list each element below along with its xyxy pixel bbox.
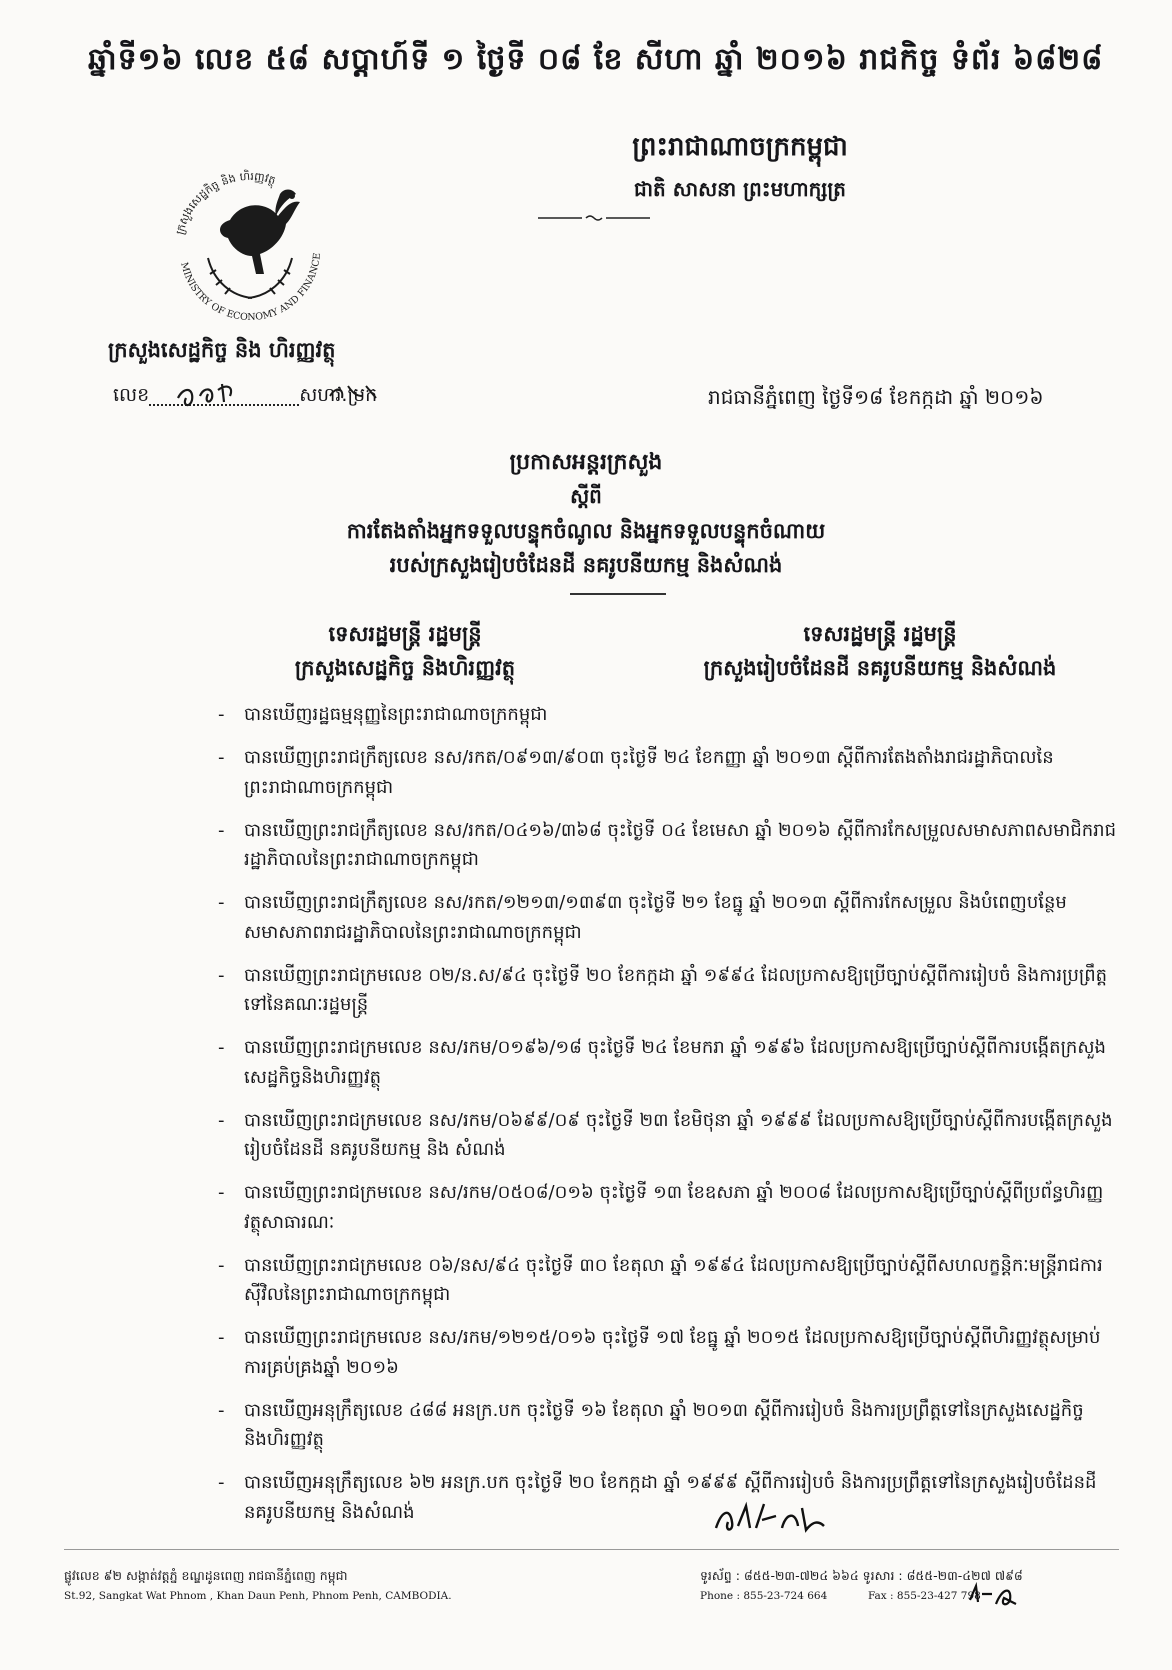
footer-address — [64, 1566, 452, 1606]
signatory-left-ministry: ក្រសួងសេដ្ឋកិច្ច និងហិរញ្ញវត្ថុ — [294, 656, 516, 680]
handwritten-initials — [712, 1498, 832, 1538]
signatory-right-ministry: ក្រសួងរៀបចំដែនដី នគរូបនីយកម្ម និងសំណង់ — [703, 656, 1057, 680]
reference-label: លេខ — [113, 384, 150, 406]
footer-phone-en: Phone : 855-23-724 664 — [700, 1590, 828, 1602]
recital-item: - បានឃើញអនុក្រឹត្យលេខ ៤៨៨ អនក្រ.បក ចុះថ្ងៃទី ១៦ ខែតុលា ឆ្នាំ ២០១៣ ស្តីពីការរៀបចំ និងការប្រព្រឹត្តទៅនៃក្រសួងសេដ្ឋកិច្ចនិងហិរញ្ញវត្ថុ — [218, 1396, 1118, 1455]
recitals-list — [218, 700, 1118, 1541]
recital-item: - បានឃើញព្រះរាជក្រឹត្យលេខ នស/រកត/១២១៣/១៣៩៣ ចុះថ្ងៃទី ២១ ខែធ្នូ ឆ្នាំ ២០១៣ ស្តីពីការកែសម្រួល និងបំពេញបន្ថែមសមាសភាពរាជរដ្ឋាភិបាលនៃព្រះរាជាណាចក្រកម្ពុជា — [218, 888, 1118, 947]
document-subject-line-1: ការតែងតាំងអ្នកទទួលបន្ទុកចំណូល និងអ្នកទទួលបន្ទុកចំណាយ — [346, 519, 826, 543]
footer-address-kh: ផ្លូវលេខ ៩២ សង្កាត់វត្តភ្នំ ខណ្ឌដូនពេញ រាជធានីភ្នំពេញ កម្ពុជា — [64, 1568, 348, 1583]
recital-item: - បានឃើញព្រះរាជក្រមលេខ ០២/ន.ស/៩៤ ចុះថ្ងៃទី ២០ ខែកក្កដា ឆ្នាំ ១៩៩៤ ដែលប្រកាសឱ្យប្រើច្បាប់ស្តីពីការរៀបចំ និងការប្រព្រឹត្តទៅនៃគណៈរដ្ឋមន្ត្រី — [218, 961, 1118, 1020]
footer-handwritten-mark — [966, 1580, 1022, 1608]
recital-item: - បានឃើញព្រះរាជក្រមលេខ នស/រកម/០១៩៦/១៨ ចុះថ្ងៃទី ២៤ ខែមករា ឆ្នាំ ១៩៩៦ ដែលប្រកាសឱ្យប្រើច្បាប់ស្តីពីការបង្កើតក្រសួងសេដ្ឋកិច្ចនិងហិរញ្ញវត្ថុ — [218, 1033, 1118, 1092]
signatory-left-title: ទេសរដ្ឋមន្ត្រី រដ្ឋមន្ត្រី — [328, 622, 482, 646]
document-type: ប្រកាសអន្តរក្រសួង — [509, 450, 663, 475]
gazette-header: ឆ្នាំទី១៦ លេខ ៥៨ សប្តាហ៍ទី ១ ថ្ងៃទី ០៨ ខែ សីហា ឆ្នាំ ២០១៦ រាជកិច្ច ទំព័រ ៦៨២៨ — [88, 42, 1104, 77]
recital-item: - បានឃើញព្រះរាជក្រមលេខ ០៦/នស/៩៤ ចុះថ្ងៃទី ៣០ ខែតុលា ឆ្នាំ ១៩៩៤ ដែលប្រកាសឱ្យប្រើច្បាប់ស្តីពីសហលក្ខន្តិកៈមន្ត្រីរាជការស៊ីវិលនៃព្រះរាជាណាចក្រកម្ពុជា — [218, 1251, 1118, 1310]
seal-ring-text-kh: ក្រសួងសេដ្ឋកិច្ច និង ហិរញ្ញវត្ថុ — [173, 169, 278, 237]
reference-suffix: សហវ.ប្រក — [299, 384, 378, 406]
rooster-emblem — [220, 190, 300, 275]
seal-ring-text-en: MINISTRY OF ECONOMY AND FINANCE — [178, 252, 324, 324]
footer-fax-en: Fax : 855-23-427 798 — [867, 1590, 981, 1602]
issuing-ministry-name: ក្រសួងសេដ្ឋកិច្ច និង ហិរញ្ញវត្ថុ — [108, 338, 336, 362]
document-subject-line-2: របស់ក្រសួងរៀបចំដែនដី នគរូបនីយកម្ម និងសំណង់ — [389, 553, 783, 577]
signatory-right — [670, 617, 1090, 685]
laurel-wreath — [208, 258, 292, 298]
motto-ornament — [538, 214, 650, 222]
footer-rule — [64, 1549, 1119, 1550]
footer-phone-kh: ទូរស័ព្ទ : ៨៥៥-២៣-៧២៤ ៦៦៤ ទូរសារ : ៨៥៥-២៣-៤២៧ ៧៩៨ — [700, 1568, 1023, 1583]
document-about: ស្តីពី — [570, 484, 602, 508]
recital-item: - បានឃើញព្រះរាជក្រឹត្យលេខ នស/រកត/០៩១៣/៩០៣ ចុះថ្ងៃទី ២៤ ខែកញ្ញា ឆ្នាំ ២០១៣ ស្តីពីការតែងតាំងរាជរដ្ឋាភិបាលនៃព្រះរាជាណាចក្រកម្ពុជា — [218, 743, 1118, 802]
recital-item: - បានឃើញព្រះរាជក្រឹត្យលេខ នស/រកត/០៤១៦/៣៦៨ ចុះថ្ងៃទី ០៤ ខែមេសា ឆ្នាំ ២០១៦ ស្តីពីការកែសម្រួលសមាសភាពសមាជិករាជរដ្ឋាភិបាលនៃព្រះរាជាណាចក្រកម្ពុជា — [218, 816, 1118, 875]
title-divider — [570, 593, 666, 595]
kingdom-title: ព្រះរាជាណាចក្រកម្ពុជា — [632, 132, 848, 162]
ministry-seal-logo — [160, 158, 340, 338]
signatory-left — [250, 617, 560, 685]
place-date-line: រាជធានីភ្នំពេញ ថ្ងៃទី១៨ ខែកក្កដា ឆ្នាំ ២០១៦ — [708, 385, 1044, 409]
recital-item: - បានឃើញព្រះរាជក្រមលេខ នស/រកម/១២១៥/០១៦ ចុះថ្ងៃទី ១៧ ខែធ្នូ ឆ្នាំ ២០១៥ ដែលប្រកាសឱ្យប្រើច្បាប់ស្តីពីហិរញ្ញវត្ថុសម្រាប់ការគ្រប់គ្រងឆ្នាំ ២០១៦ — [218, 1323, 1118, 1382]
recital-item: - បានឃើញព្រះរាជក្រមលេខ នស/រកម/០៥០៨/០១៦ ចុះថ្ងៃទី ១៣ ខែឧសភា ឆ្នាំ ២០០៨ ដែលប្រកាសឱ្យប្រើច្បាប់ស្តីពីប្រព័ន្ធហិរញ្ញវត្ថុសាធារណៈ — [218, 1178, 1118, 1237]
signatory-right-title: ទេសរដ្ឋមន្ត្រី រដ្ឋមន្ត្រី — [803, 622, 957, 646]
footer-address-en: St.92, Sangkat Wat Phnom , Khan Daun Penh, Phnom Penh, CAMBODIA. — [64, 1590, 452, 1602]
handwritten-reference-number — [170, 370, 400, 412]
recital-item: - បានឃើញអនុក្រឹត្យលេខ ៦២ អនក្រ.បក ចុះថ្ងៃទី ២០ ខែកក្កដា ឆ្នាំ ១៩៩៩ ស្តីពីការរៀបចំ និងការប្រព្រឹត្តទៅនៃក្រសួងរៀបចំដែនដី នគរូបនីយកម្ម និងសំណង់ — [218, 1468, 1118, 1527]
recital-item: - បានឃើញរដ្ឋធម្មនុញ្ញនៃព្រះរាជាណាចក្រកម្ពុជា — [218, 700, 1118, 730]
national-motto: ជាតិ សាសនា ព្រះមហាក្សត្រ — [634, 177, 846, 201]
recital-item: - បានឃើញព្រះរាជក្រមលេខ នស/រកម/០៦៩៩/០៩ ចុះថ្ងៃទី ២៣ ខែមិថុនា ឆ្នាំ ១៩៩៩ ដែលប្រកាសឱ្យប្រើច្បាប់ស្តីពីការបង្កើតក្រសួងរៀបចំដែនដី នគរូបនីយកម្ម និង សំណង់ — [218, 1106, 1118, 1165]
